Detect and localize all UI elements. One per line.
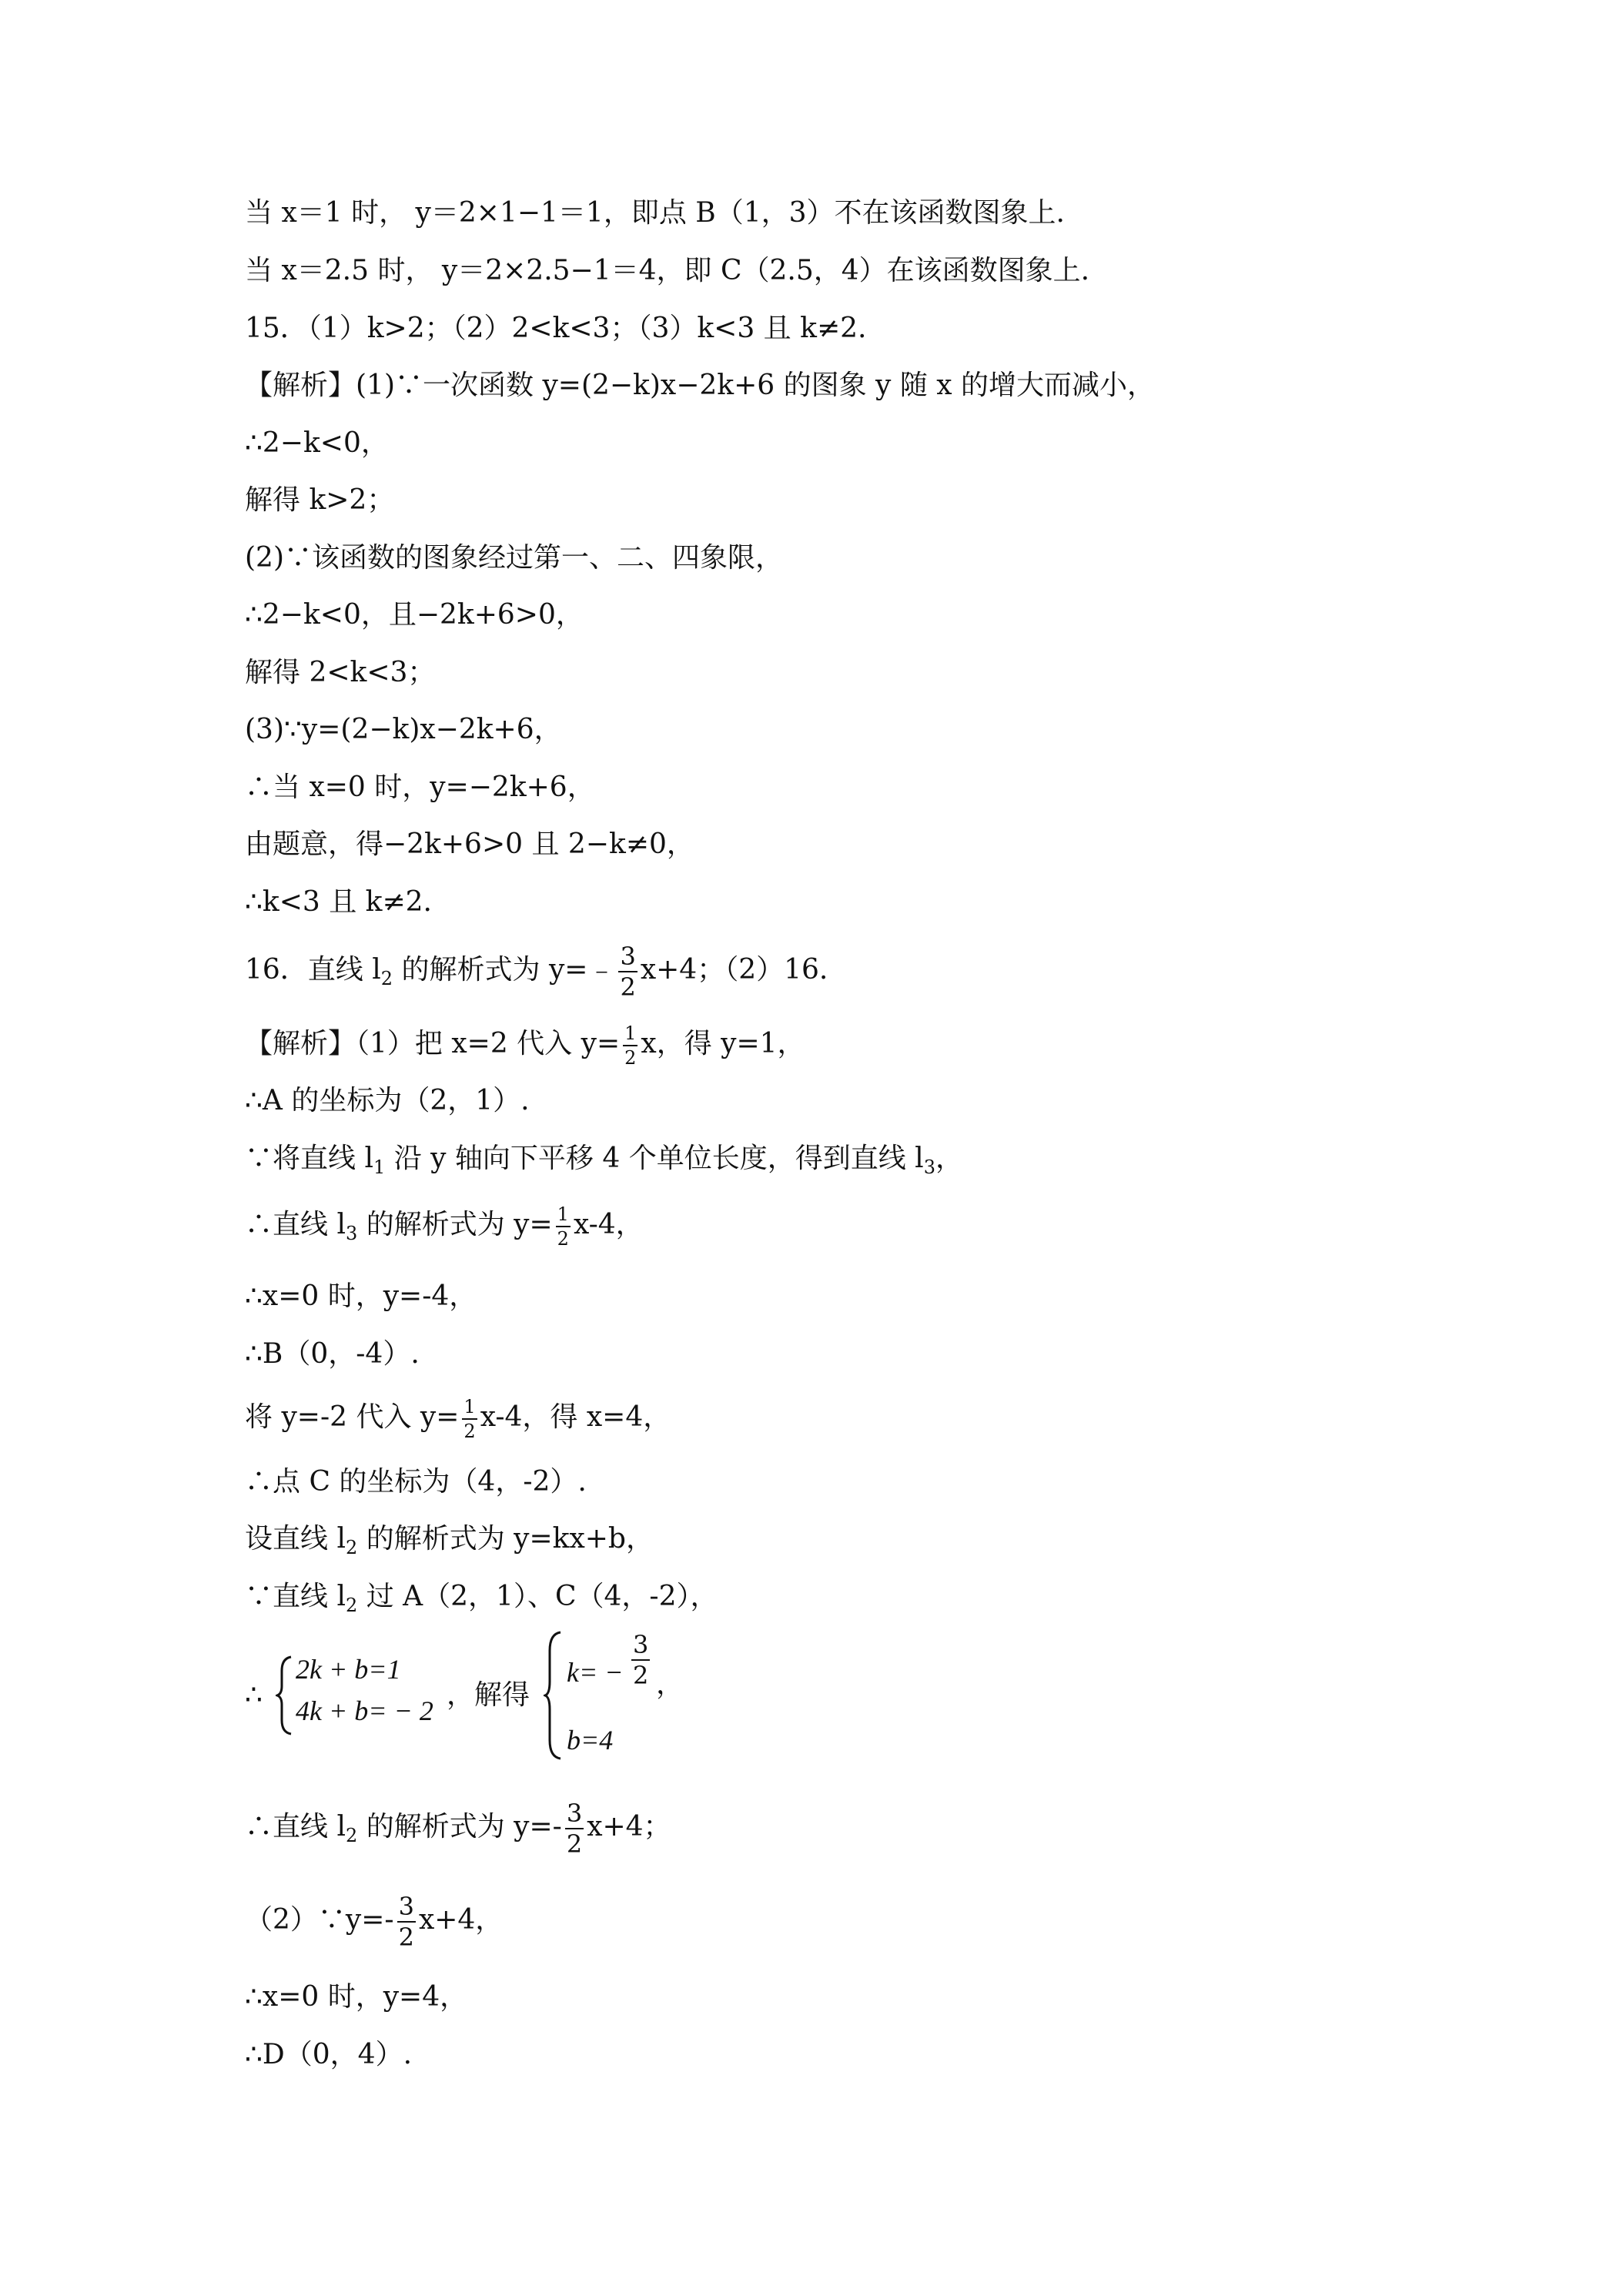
text-line: ∴B（0，-4）. — [245, 1338, 420, 1370]
text-segment: 过 A（2，1）、C（4，-2）， — [366, 1581, 718, 1612]
text-line — [245, 1580, 718, 1622]
text-segment: x+4； — [587, 1811, 671, 1842]
text-segment: ，解得 — [447, 1679, 530, 1711]
text-line — [245, 1205, 644, 1250]
answer-16 — [245, 942, 828, 1002]
text-segment: ， — [656, 1668, 684, 1700]
text-line: 当 x＝2.5 时， y＝2×2.5−1＝4，即 C（2.5，4）在该函数图象上. — [245, 255, 1090, 286]
text-line: ∴2−k<0， — [245, 427, 389, 459]
text-line — [245, 1397, 671, 1441]
denominator: 2 — [566, 1829, 583, 1859]
text-segment: ∵将直线 l — [245, 1143, 373, 1174]
denominator: 2 — [398, 1923, 414, 1952]
text-line: 【解析】(1)∵一次函数 y=(2−k)x−2k+6 的图象 y 随 x 的增大而减小， — [245, 370, 1156, 401]
equation-1: 2k + b=1 — [296, 1654, 401, 1685]
equation-2: 4k + b= − 2 — [296, 1695, 433, 1726]
fraction — [462, 1397, 477, 1441]
text-segment: x，得 y=1， — [641, 1028, 805, 1059]
solution-k: k= − — [567, 1657, 624, 1688]
text-line: (3)∵y=(2−k)x−2k+6， — [245, 714, 562, 745]
subscript: 3 — [923, 1156, 935, 1178]
left-brace-icon — [544, 1631, 564, 1760]
text-line: ∴x=0 时，y=4， — [245, 1981, 468, 2013]
numerator: 1 — [463, 1396, 476, 1417]
text-line: ∴2−k<0，且−2k+6>0， — [245, 599, 584, 631]
text-line — [245, 1894, 503, 1950]
denominator: 2 — [620, 972, 636, 1002]
text-segment: 的解析式为 y= — [366, 1209, 553, 1240]
text-segment: ∵直线 l — [245, 1581, 346, 1612]
fraction-bar — [556, 1226, 571, 1227]
text-segment: x+4；（2）16. — [640, 954, 828, 986]
text-segment: 的解析式为 y=- — [366, 1811, 562, 1842]
text-segment: x+4， — [418, 1904, 504, 1936]
text-segment: 的解析式为 y=kx+b， — [366, 1523, 654, 1555]
text-line — [245, 1522, 654, 1565]
subscript: 3 — [345, 1223, 358, 1244]
text-line: (2)∵该函数的图象经过第一、二、四象限， — [245, 542, 783, 574]
numerator: 3 — [620, 942, 636, 971]
text-line: ∴点 C 的坐标为（4，-2）. — [245, 1466, 587, 1498]
fraction-bar — [462, 1418, 477, 1420]
text-segment: 的解析式为 y=﹣ — [401, 954, 616, 986]
text-segment: ， — [935, 1143, 963, 1174]
fraction — [397, 1894, 416, 1950]
denominator: 2 — [624, 1047, 637, 1069]
text-segment: ∴直线 l — [245, 1209, 346, 1240]
subscript: 2 — [345, 1595, 358, 1616]
fraction — [631, 1632, 650, 1688]
numerator: 1 — [557, 1203, 569, 1225]
numerator: 3 — [633, 1630, 649, 1659]
text-segment: （2）∵y=- — [245, 1904, 394, 1936]
numerator: 1 — [624, 1022, 637, 1044]
fraction — [623, 1024, 637, 1067]
subscript: 1 — [373, 1156, 386, 1178]
text-line: 由题意，得−2k+6>0 且 2−k≠0， — [245, 828, 694, 860]
text-segment: x-4，得 x=4， — [480, 1401, 671, 1433]
text-line — [245, 1024, 805, 1067]
fraction — [618, 942, 637, 1002]
therefore-symbol: ∴ — [245, 1679, 263, 1711]
text-segment: 沿 y 轴向下平移 4 个单位长度，得到直线 l — [393, 1143, 924, 1174]
text-line — [245, 1799, 671, 1859]
text-line: ∴A 的坐标为（2，1）. — [245, 1085, 530, 1116]
denominator: 2 — [463, 1421, 476, 1442]
solution-b: b=4 — [567, 1725, 614, 1755]
text-segment: 设直线 l — [245, 1523, 346, 1555]
numerator: 3 — [398, 1892, 414, 1921]
text-segment: 【解析】（1）把 x=2 代入 y= — [245, 1028, 621, 1059]
text-line: 解得 2<k<3； — [245, 657, 436, 688]
left-brace-icon — [276, 1655, 294, 1735]
fraction — [565, 1799, 584, 1859]
numerator: 3 — [566, 1799, 583, 1828]
text-segment: 16．直线 l — [245, 954, 381, 986]
subscript: 2 — [345, 1825, 358, 1846]
denominator: 2 — [557, 1228, 569, 1250]
text-segment: 将 y=-2 代入 y= — [245, 1401, 460, 1433]
text-segment: x-4， — [573, 1209, 644, 1240]
subscript: 2 — [345, 1537, 358, 1558]
text-segment: ∴直线 l — [245, 1811, 346, 1842]
text-line: ∴x=0 时，y=-4， — [245, 1280, 477, 1312]
text-line — [245, 1142, 963, 1184]
text-line: ∴k<3 且 k≠2. — [245, 886, 433, 918]
answer-15: 15．（1）k>2；（2）2<k<3；（3）k<3 且 k≠2. — [245, 313, 867, 344]
text-line: 当 x＝1 时， y＝2×1−1＝1，即点 B（1，3）不在该函数图象上. — [245, 197, 1065, 229]
fraction-bar — [623, 1045, 637, 1046]
fraction — [556, 1205, 571, 1248]
text-line: 解得 k>2； — [245, 484, 395, 516]
text-line: ∴当 x=0 时，y=−2k+6， — [245, 771, 595, 803]
subscript: 2 — [380, 968, 393, 989]
denominator: 2 — [633, 1661, 649, 1690]
text-line: ∴D（0，4）. — [245, 2039, 413, 2070]
